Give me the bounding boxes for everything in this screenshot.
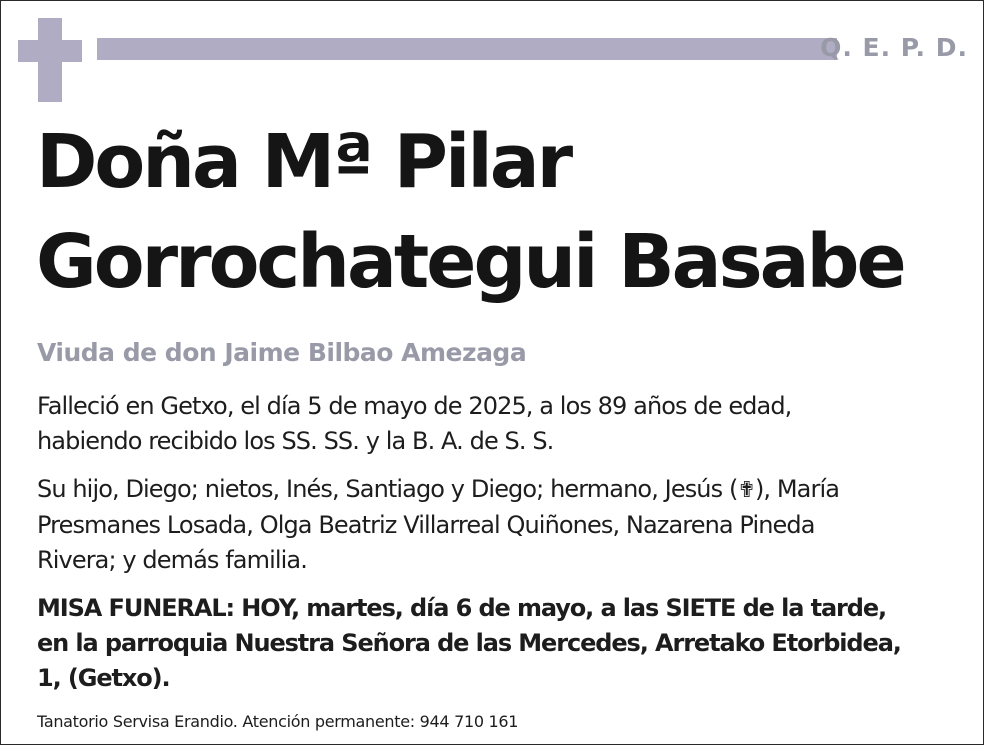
family-line-3: Rivera; y demás familia. — [37, 546, 307, 574]
family-text-a: Su hijo, Diego; nietos, Inés, Santiago y Diego; hermano, Jesús ( — [37, 475, 738, 503]
name-line-2: Gorrochategui Basabe — [36, 219, 904, 305]
funeral-home-footer: Tanatorio Servisa Erandio. Atención permanente: 944 710 161 — [37, 712, 519, 731]
latin-cross-icon — [18, 18, 82, 102]
family-text-b: ), María — [754, 475, 840, 503]
header-rule — [97, 38, 837, 60]
deceased-name — [36, 112, 966, 312]
funeral-line-1: MISA FUNERAL: HOY, martes, día 6 de mayo, a las SIETE de la tarde, — [37, 594, 887, 622]
death-paragraph — [37, 389, 967, 459]
qepd-label: Q. E. P. D. — [820, 33, 968, 62]
funeral-line-3: 1, (Getxo). — [37, 664, 170, 692]
family-line-1 — [37, 472, 967, 508]
family-line-2: Presmanes Losada, Olga Beatriz Villarreal Quiñones, Nazarena Pineda — [37, 511, 815, 539]
name-line-1: Doña Mª Pilar — [36, 119, 571, 205]
death-line-1: Falleció en Getxo, el día 5 de mayo de 2025, a los 89 años de edad, — [37, 392, 792, 420]
funeral-line-2: en la parroquia Nuestra Señora de las Mercedes, Arretako Etorbidea, — [37, 629, 901, 657]
family-paragraph — [37, 472, 967, 578]
death-line-2: habiendo recibido los SS. SS. y la B. A. de S. S. — [37, 427, 554, 455]
funeral-paragraph — [37, 591, 967, 696]
widow-subtitle: Viuda de don Jaime Bilbao Amezaga — [37, 338, 527, 367]
deceased-cross-icon: ✟ — [737, 478, 755, 503]
